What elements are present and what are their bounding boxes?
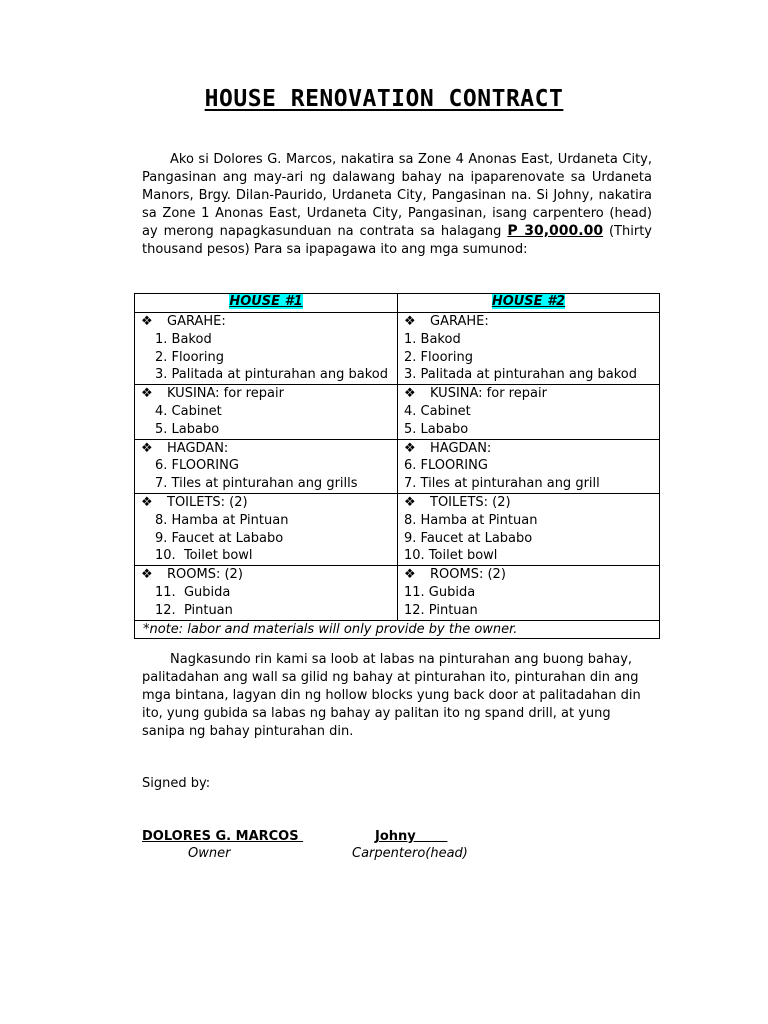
section-heading (141, 313, 397, 331)
section-heading (404, 494, 659, 512)
section-label: TOILETS: (2) (430, 494, 511, 510)
list-item: 12. Pintuan (404, 602, 478, 618)
house2-section-cell (398, 385, 660, 439)
diamond-bullet-icon: ❖ (141, 440, 153, 456)
section-label: KUSINA: for repair (430, 386, 547, 402)
house1-section-cell (135, 493, 398, 565)
list-item: 3. Palitada at pinturahan ang bakod (404, 367, 637, 383)
diamond-bullet-icon: ❖ (404, 314, 416, 329)
note-row (135, 620, 660, 638)
section-label: KUSINA: for repair (167, 386, 284, 402)
table-row (135, 493, 660, 565)
diamond-bullet-icon: ❖ (141, 494, 153, 510)
house2-section-cell (398, 439, 660, 493)
section-label: HAGDAN: (167, 440, 229, 456)
list-item: 11. Gubida (155, 584, 231, 600)
list-item: 5. Lababo (155, 421, 220, 437)
owner-role: Owner (188, 846, 231, 861)
house2-section-cell (398, 493, 660, 565)
section-heading (141, 440, 397, 458)
intro-paragraph: Ako si Dolores G. Marcos, nakatira sa Zone 4 Anonas East, Urdaneta City, Pangasinan ang may-ari ng dalawang bahay na ipaparenovate sa Urdaneta Manors, Brgy. Dilan-Paurido, Urdaneta City, Pangasinan na. Si Johny, nakatira sa Zone 1 Anonas East, Urdaneta City, Pangasinan, isang carpentero (head) ay merong napagkasunduan na contrata sa halagang P 30,000.00 (Thirty thousand pesos) Para sa ipapagawa ito ang mga sumunod: (142, 152, 652, 257)
list-item: 12. Pintuan (155, 602, 233, 618)
list-item: 7. Tiles at pinturahan ang grill (404, 476, 600, 492)
section-label: HAGDAN: (430, 440, 492, 456)
section-label: GARAHE: (430, 314, 489, 329)
carpenter-name: Johny (375, 829, 448, 844)
list-item: 1. Bakod (404, 331, 461, 347)
table-header-row (135, 294, 660, 313)
agreement-paragraph: Nagkasundo rin kami sa loob at labas na pinturahan ang buong bahay, palitadahan ang wall sa gilid ng bahay at pinturahan ito, pinturahan din ang mga bintana, lagyan din ng hollow blocks yung back door at palitadahan din ito, yung gubida sa labas ng bahay ay palitan ito ng spand drill, at yung sanipa ng bahay pinturahan din. (142, 652, 641, 739)
house1-section-cell (135, 566, 398, 620)
list-item: 3. Palitada at pinturahan ang bakod (155, 367, 388, 383)
signed-by-label: Signed by: (142, 776, 211, 791)
diamond-bullet-icon: ❖ (404, 440, 416, 456)
list-item: 8. Hamba at Pintuan (155, 512, 289, 528)
table-row (135, 566, 660, 620)
section-label: TOILETS: (2) (167, 494, 248, 510)
list-item: 10. Toilet bowl (404, 548, 498, 564)
house2-section-cell (398, 313, 660, 385)
house2-section-cell (398, 566, 660, 620)
section-label: ROOMS: (2) (430, 567, 506, 583)
section-label: GARAHE: (167, 314, 226, 329)
table-row (135, 439, 660, 493)
list-item: 9. Faucet at Lababo (155, 530, 284, 546)
section-heading (141, 385, 397, 403)
list-item: 9. Faucet at Lababo (404, 530, 533, 546)
diamond-bullet-icon: ❖ (404, 494, 416, 510)
list-item: 1. Bakod (155, 331, 212, 347)
table-body (135, 313, 660, 621)
list-item: 7. Tiles at pinturahan ang grills (155, 476, 358, 492)
signatory-owner (142, 829, 303, 861)
owner-name: DOLORES G. MARCOS (142, 829, 304, 844)
list-item: 2. Flooring (404, 349, 473, 365)
table-row (135, 313, 660, 385)
house1-section-cell (135, 439, 398, 493)
house1-section-cell (135, 313, 398, 385)
table-row (135, 385, 660, 439)
diamond-bullet-icon: ❖ (141, 314, 153, 329)
list-item: 11. Gubida (404, 584, 476, 600)
section-heading (141, 566, 397, 584)
section-label: ROOMS: (2) (167, 567, 243, 583)
diamond-bullet-icon: ❖ (141, 386, 153, 402)
renovation-table (134, 293, 660, 639)
section-heading (404, 313, 659, 331)
contract-amount: P 30,000.00 (507, 222, 604, 239)
section-heading (404, 385, 659, 403)
house1-header: HOUSE #1 (135, 294, 398, 313)
table-note: *note: labor and materials will only provide by the owner. (135, 620, 660, 638)
list-item: 2. Flooring (155, 349, 224, 365)
list-item: 8. Hamba at Pintuan (404, 512, 538, 528)
section-heading (404, 566, 659, 584)
section-heading (141, 494, 397, 512)
list-item: 6. FLOORING (404, 458, 488, 474)
list-item: 4. Cabinet (155, 403, 222, 419)
diamond-bullet-icon: ❖ (141, 567, 153, 583)
list-item: 4. Cabinet (404, 403, 471, 419)
diamond-bullet-icon: ❖ (404, 567, 416, 583)
contract-title: HOUSE RENOVATION CONTRACT (204, 86, 564, 112)
signatory-carpenter (352, 829, 468, 861)
carpenter-role: Carpentero(head) (352, 846, 468, 861)
section-heading (404, 440, 659, 458)
list-item: 6. FLOORING (155, 458, 239, 474)
diamond-bullet-icon: ❖ (404, 386, 416, 402)
house1-section-cell (135, 385, 398, 439)
list-item: 5. Lababo (404, 421, 469, 437)
list-item: 10. Toilet bowl (155, 548, 253, 564)
house2-header: HOUSE #2 (398, 294, 660, 313)
